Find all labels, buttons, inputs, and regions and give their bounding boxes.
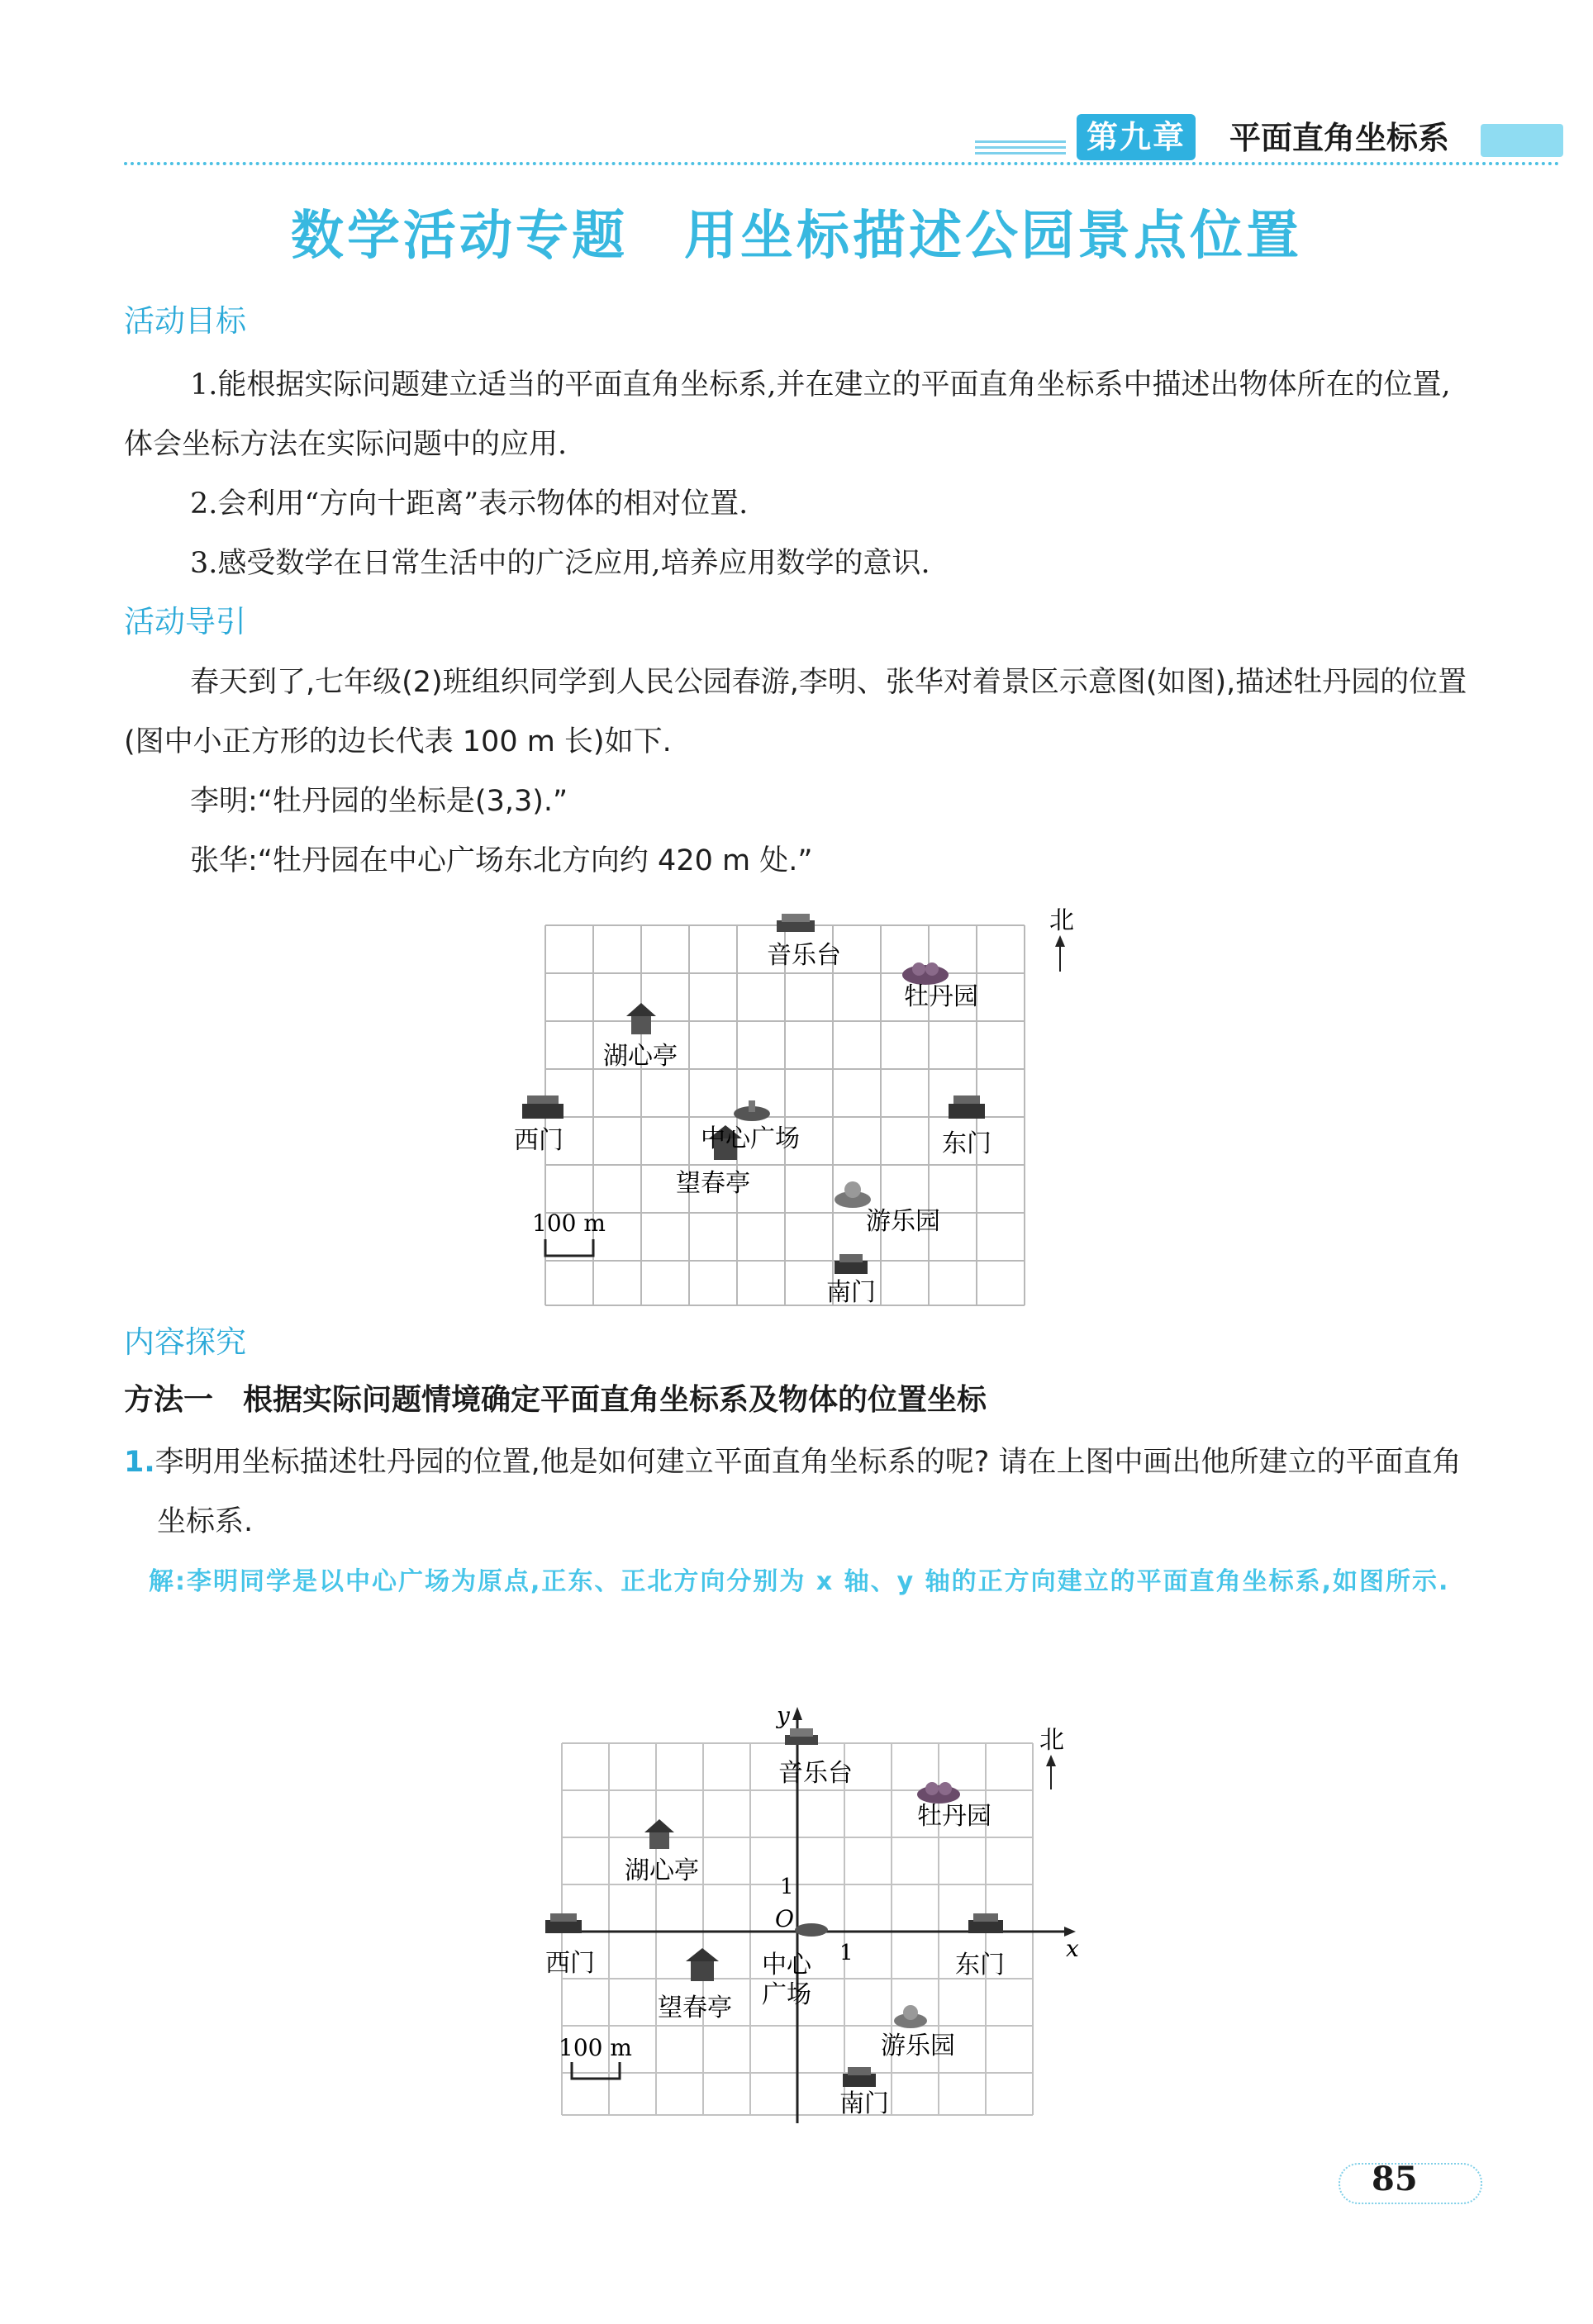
amusement-park-icon [894, 2005, 927, 2028]
map1-label-center: 中心广场 [701, 1124, 800, 1153]
lake-pavilion-icon [626, 1003, 656, 1034]
map1-label-lake: 湖心亭 [603, 1042, 678, 1071]
map1-label-spring: 望春亭 [676, 1169, 750, 1198]
header-decoration [975, 140, 1066, 157]
map1-label-east: 东门 [942, 1129, 991, 1158]
west-gate-icon [545, 1913, 582, 1933]
map1-label-amuse: 游乐园 [866, 1207, 940, 1236]
x-tick-label: 1 [839, 1941, 854, 1965]
chapter-title: 平面直角坐标系 [1229, 120, 1450, 156]
south-gate-icon [835, 1254, 868, 1274]
park-map-1 [512, 892, 1124, 1322]
origin-label: O [775, 1905, 794, 1932]
map2-label-center-b: 广场 [762, 1980, 811, 2009]
map1-north-label: 北 [1049, 906, 1074, 935]
y-tick-label: 1 [780, 1875, 794, 1899]
spring-pavilion-icon [686, 1948, 719, 1981]
page-number: 85 [1372, 2160, 1418, 2198]
question-1-text: 李明用坐标描述牡丹园的位置,他是如何建立平面直角坐标系的呢? 请在上图中画出他所建立的平面直角坐标系. [155, 1446, 1462, 1538]
music-stage-icon [777, 914, 815, 932]
west-gate-icon [522, 1095, 563, 1119]
map1-label-peony: 牡丹园 [904, 982, 978, 1011]
liming-quote: 李明:“牡丹园的坐标是(3,3).” [190, 785, 568, 818]
question-1-number: 1. [124, 1446, 155, 1479]
map1-scale-label: 100 m [532, 1210, 606, 1237]
goal-item-2: 2.会利用“方向十距离”表示物体的相对位置. [190, 487, 749, 520]
peony-garden-icon [902, 962, 949, 985]
map1-north-arrowhead [1055, 935, 1065, 947]
map2-scale-label: 100 m [559, 2034, 632, 2061]
map2-label-center-a: 中心 [762, 1951, 811, 1979]
map2-scale-bar [572, 2062, 620, 2079]
page-title: 数学活动专题 用坐标描述公园景点位置 [291, 205, 1302, 267]
map2-label-lake: 湖心亭 [625, 1856, 699, 1885]
x-axis-label: x [1066, 1935, 1079, 1962]
map1-label-music: 音乐台 [767, 941, 841, 970]
header-tab [1481, 124, 1563, 157]
map2-label-amuse: 游乐园 [881, 2032, 955, 2060]
goal-item-1: 1.能根据实际问题建立适当的平面直角坐标系,并在建立的平面直角坐标系中描述出物体所在的位置,体会坐标方法在实际问题中的应用. [124, 368, 1451, 461]
goal-item-3: 3.感受数学在日常生活中的广泛应用,培养应用数学的意识. [190, 547, 930, 580]
east-gate-icon [949, 1095, 985, 1119]
map2-label-peony: 牡丹园 [917, 1802, 991, 1831]
music-stage-icon [785, 1728, 818, 1745]
chapter-badge: 第九章 [1077, 114, 1196, 160]
answer-1: 解:李明同学是以中心广场为原点,正东、正北方向分别为 x 轴、y 轴的正方向建立的平面直角坐标系,如图所示. [149, 1567, 1450, 1596]
park-map-2 [545, 1694, 1091, 2132]
center-plaza-icon [795, 1923, 828, 1937]
y-axis-label: y [777, 1702, 790, 1729]
goals-heading: 活动目标 [124, 303, 246, 339]
explore-heading: 内容探究 [124, 1324, 246, 1360]
header-divider [124, 162, 1560, 165]
guide-intro: 春天到了,七年级(2)班组织同学到人民公园春游,李明、张华对着景区示意图(如图),描述牡丹园的位置(图中小正方形的边长代表 100 m 长)如下. [124, 666, 1467, 758]
lake-pavilion-icon [644, 1819, 674, 1849]
y-axis-arrowhead [792, 1707, 802, 1720]
map2-label-east: 东门 [955, 1951, 1005, 1979]
map1-label-south: 南门 [826, 1278, 876, 1307]
map2-label-west: 西门 [545, 1949, 595, 1978]
map2-label-south: 南门 [839, 2089, 889, 2118]
question-1 [124, 1433, 1479, 1552]
center-plaza-icon [734, 1100, 770, 1121]
map2-north-arrowhead [1046, 1755, 1056, 1766]
east-gate-icon [968, 1913, 1003, 1933]
map1-label-west: 西门 [514, 1126, 563, 1155]
zhanghua-quote: 张华:“牡丹园在中心广场东北方向约 420 m 处.” [190, 844, 813, 877]
method-1-label: 方法一 根据实际问题情境确定平面直角坐标系及物体的位置坐标 [124, 1383, 987, 1417]
map2-label-music: 音乐台 [778, 1759, 853, 1788]
map2-north-label: 北 [1039, 1726, 1064, 1755]
guide-heading: 活动导引 [124, 604, 246, 639]
map1-scale-bar [545, 1239, 593, 1256]
amusement-park-icon [835, 1181, 871, 1208]
map2-label-spring: 望春亭 [658, 1994, 732, 2022]
south-gate-icon [843, 2067, 876, 2087]
